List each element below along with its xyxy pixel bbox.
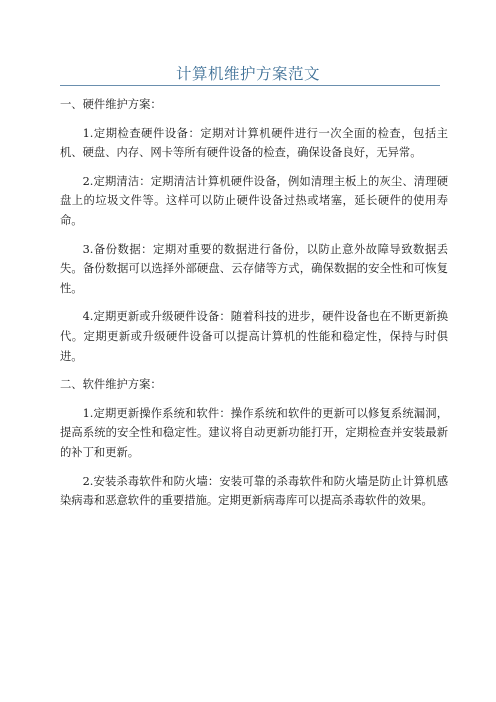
paragraph: 4.定期更新或升级硬件设备：随着科技的进步，硬件设备也在不断更新换代。定期更新或升级硬件设备可以提高计算机的性能和稳定性，保持与时俱进。 <box>60 310 448 363</box>
paragraph: 2.安装杀毒软件和防火墙：安装可靠的杀毒软件和防火墙是防止计算机感染病毒和恶意软件的重要措施。定期更新病毒库可以提高杀毒软件的效果。 <box>60 474 448 508</box>
document-title: 计算机维护方案范文 <box>175 65 320 83</box>
section-heading: 二、软件维护方案： <box>60 378 162 392</box>
paragraph: 1.定期更新操作系统和软件：操作系统和软件的更新可以修复系统漏洞，提高系统的安全性和稳定性。建议将自动更新功能打开，定期检查并安装最新的补丁和更新。 <box>60 406 448 459</box>
section-hardware <box>60 95 448 366</box>
paragraph: 2.定期清洁：定期清洁计算机硬件设备，例如清理主板上的灰尘、清理硬盘上的垃圾文件等。这样可以防止硬件设备过热或堵塞，延长硬件的使用寿命。 <box>60 174 448 227</box>
paragraph: 1.定期检查硬件设备：定期对计算机硬件进行一次全面的检查，包括主机、硬盘、内存、网卡等所有硬件设备的检查，确保设备良好，无异常。 <box>60 126 448 160</box>
paragraph: 3.备份数据：定期对重要的数据进行备份，以防止意外故障导致数据丢失。备份数据可以选择外部硬盘、云存储等方式，确保数据的安全性和可恢复性。 <box>60 242 448 295</box>
document-body <box>60 95 448 520</box>
section-software <box>60 375 448 511</box>
section-heading: 一、硬件维护方案： <box>60 98 162 111</box>
title-divider <box>60 85 440 86</box>
